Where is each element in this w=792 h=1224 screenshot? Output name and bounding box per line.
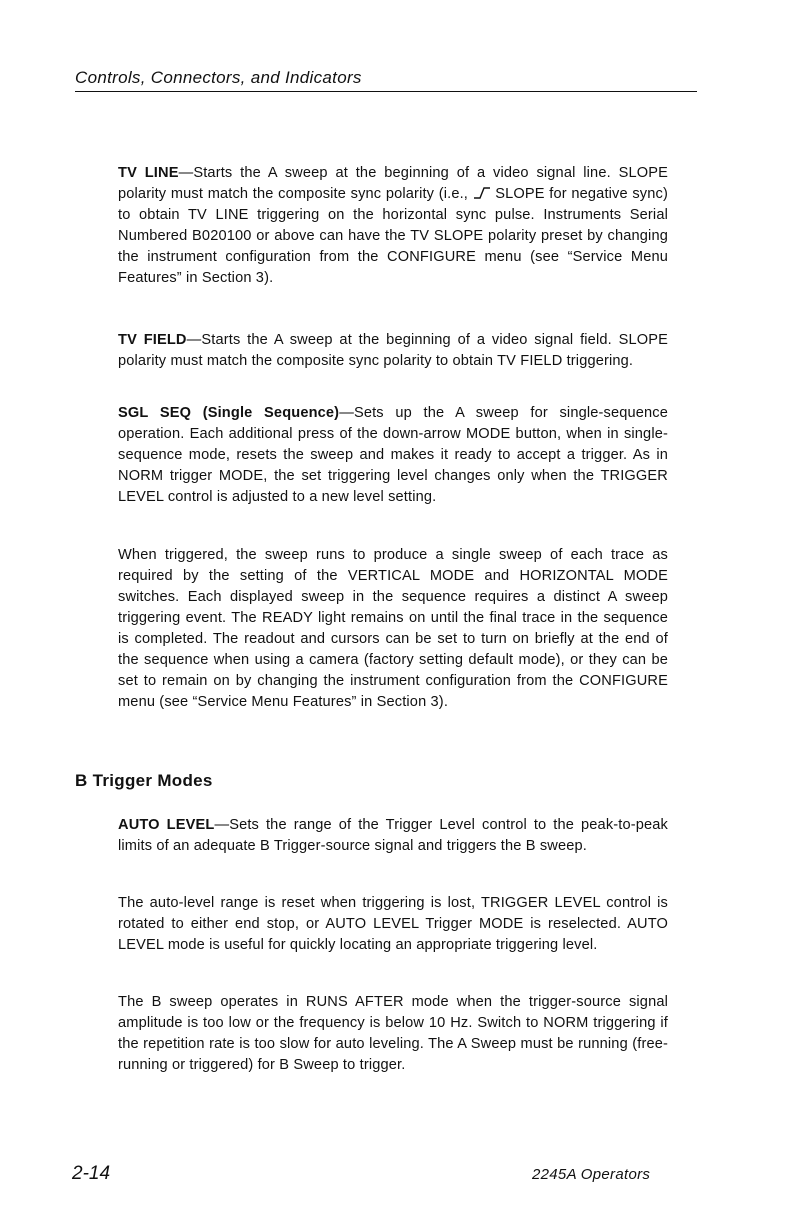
paragraph-b-sweep-runs-after: The B sweep operates in RUNS AFTER mode when the trigger-source signal amplitude is too low or the frequency is below 10 Hz. Switch to NORM triggering if the repetition rate is too slow for auto leveling. The A Sweep must be running (free-running or triggered) for B Sweep to trigger. xyxy=(118,994,668,1073)
rising-edge-slope-icon xyxy=(473,187,491,199)
running-head: Controls, Connectors, and Indicators xyxy=(75,68,697,92)
term-tv-field: TV FIELD xyxy=(118,332,187,348)
term-auto-level: AUTO LEVEL xyxy=(118,817,215,833)
tv-line-text-1: —Starts the A sweep at the beginning of a video signal line. SLOPE polarity must match the composite sync polarity (i.e., xyxy=(118,165,668,202)
paragraph-tv-field xyxy=(118,330,668,372)
paragraph-auto-level-range: The auto-level range is reset when triggering is lost, TRIGGER LEVEL control is rotated to either end stop, or AUTO LEVEL Trigger MODE is reselected. AUTO LEVEL mode is useful for quickly locating an appropriate triggering level. xyxy=(118,895,668,953)
footer-manual-title: 2245A Operators xyxy=(532,1166,651,1183)
auto-level-text: —Sets the range of the Trigger Level control to the peak-to-peak limits of an adequate B Trigger-source signal and triggers the B sweep. xyxy=(118,817,669,854)
tv-field-text: —Starts the A sweep at the beginning of a video signal field. SLOPE polarity must match the composite sync polarity to obtain TV FIELD triggering. xyxy=(118,332,669,369)
term-sgl-seq: SGL SEQ (Single Sequence) xyxy=(118,405,340,421)
paragraph-auto-level xyxy=(118,815,668,857)
section-heading-b-trigger-modes: B Trigger Modes xyxy=(75,771,213,790)
paragraph-when-triggered: When triggered, the sweep runs to produce a single sweep of each trace as required by the setting of the VERTICAL MODE and HORIZONTAL MODE switches. Each displayed sweep in the sequence requires a distinct A sweep triggering event. The READY light remains on until the final trace in the sequence is completed. The readout and cursors can be set to turn on briefly at the end of the sequence when using a camera (factory setting default mode), or they can be set to remain on by changing the instrument configuration from the CONFIGURE menu (see “Service Menu Features” in Section 3). xyxy=(118,547,668,710)
paragraph-sgl-seq xyxy=(118,403,668,508)
page-number: 2-14 xyxy=(72,1163,111,1184)
term-tv-line: TV LINE xyxy=(118,165,179,181)
tv-line-text-2: SLOPE for negative sync) to obtain TV LINE triggering on the horizontal sync pulse. Instruments Serial Numbered B020100 or above can have the TV SLOPE polarity preset by changing the instrument configuration from the CONFIGURE menu (see “Service Menu Features” in Section 3). xyxy=(118,186,668,286)
paragraph-tv-line xyxy=(118,163,668,289)
sgl-seq-text: —Sets up the A sweep for single-sequence operation. Each additional press of the down-arrow MODE button, when in single-sequence mode, resets the sweep and makes it ready to accept a trigger. As in NORM trigger MODE, the set triggering level changes only when the TRIGGER LEVEL control is adjusted to a new level setting. xyxy=(118,405,669,505)
